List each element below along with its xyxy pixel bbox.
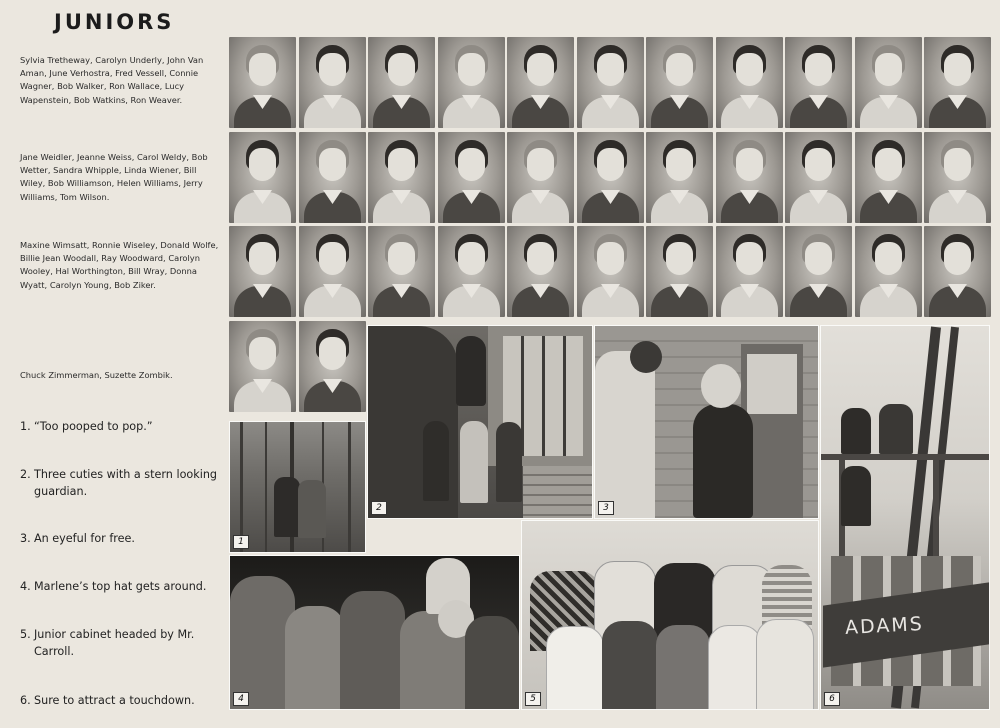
- photo-5-group: [521, 520, 819, 710]
- photo-3-window: [594, 325, 819, 519]
- student-portrait: [299, 132, 366, 223]
- page-title: JUNIORS: [54, 10, 175, 34]
- student-portrait: [229, 321, 296, 412]
- caption-item: 2. Three cuties with a stern looking guardian.: [20, 468, 218, 498]
- photo-number-2: 2: [371, 501, 387, 515]
- photo-number-4: 4: [233, 692, 249, 706]
- names-block-2: Jane Weidler, Jeanne Weiss, Carol Weldy, Bob Wetter, Sandra Whipple, Linda Wiener, Bill Wiley, Bob Williamson, Helen Williams, Jerry Williams, Tom Wilson.: [20, 152, 208, 202]
- student-portrait: [785, 132, 852, 223]
- student-portrait: [855, 132, 922, 223]
- student-portrait: [229, 132, 296, 223]
- student-portrait: [646, 226, 713, 317]
- student-portrait: [646, 37, 713, 128]
- names-block-4: Chuck Zimmerman, Suzette Zombik.: [20, 370, 173, 380]
- student-portrait: [438, 132, 505, 223]
- photo-number-1: 1: [233, 535, 249, 549]
- photo-number-6: 6: [824, 692, 840, 706]
- photo-1-woods: [229, 421, 366, 553]
- student-portrait: [368, 37, 435, 128]
- student-portrait: [855, 226, 922, 317]
- student-portrait: [507, 37, 574, 128]
- photo-number-5: 5: [525, 692, 541, 706]
- student-portrait: [785, 226, 852, 317]
- student-portrait: [438, 37, 505, 128]
- student-portrait: [716, 132, 783, 223]
- student-portrait: [646, 132, 713, 223]
- student-portrait: [855, 37, 922, 128]
- photo-6-banner: [820, 325, 990, 710]
- caption-item: 4. Marlene’s top hat gets around.: [20, 580, 207, 593]
- student-portrait: [368, 226, 435, 317]
- student-portrait: [716, 37, 783, 128]
- names-block-3: Maxine Wimsatt, Ronnie Wiseley, Donald Wolfe, Billie Jean Woodall, Ray Woodward, Carolyn Wooley, Hal Worthington, Bill Wray, Donna Wyatt, Carolyn Young, Bob Ziker.: [20, 240, 219, 290]
- caption-item: 5. Junior cabinet headed by Mr. Carroll.: [20, 628, 195, 658]
- student-portrait: [924, 37, 991, 128]
- photo-number-3: 3: [598, 501, 614, 515]
- student-portrait: [229, 226, 296, 317]
- student-portrait: [924, 226, 991, 317]
- photo-4-crowd: [229, 555, 520, 710]
- photo-2-statue: [367, 325, 593, 519]
- student-portrait: [368, 132, 435, 223]
- student-portrait: [507, 226, 574, 317]
- caption-item: 6. Sure to attract a touchdown.: [20, 694, 195, 707]
- banner-text: ADAMS: [844, 612, 925, 640]
- student-portrait: [299, 226, 366, 317]
- student-portrait: [785, 37, 852, 128]
- student-portrait: [577, 132, 644, 223]
- caption-item: 3. An eyeful for free.: [20, 532, 135, 545]
- student-portrait: [507, 132, 574, 223]
- student-portrait: [229, 37, 296, 128]
- student-portrait: [577, 226, 644, 317]
- student-portrait: [438, 226, 505, 317]
- student-portrait: [299, 37, 366, 128]
- caption-item: 1. “Too pooped to pop.”: [20, 420, 153, 433]
- names-block-1: Sylvia Tretheway, Carolyn Underly, John Van Aman, June Verhostra, Fred Vessell, Connie Wagner, Bob Walker, Ron Wallace, Lucy Wapenstein, Bob Watkins, Ron Weaver.: [20, 55, 204, 105]
- student-portrait: [299, 321, 366, 412]
- student-portrait: [924, 132, 991, 223]
- student-portrait: [577, 37, 644, 128]
- student-portrait: [716, 226, 783, 317]
